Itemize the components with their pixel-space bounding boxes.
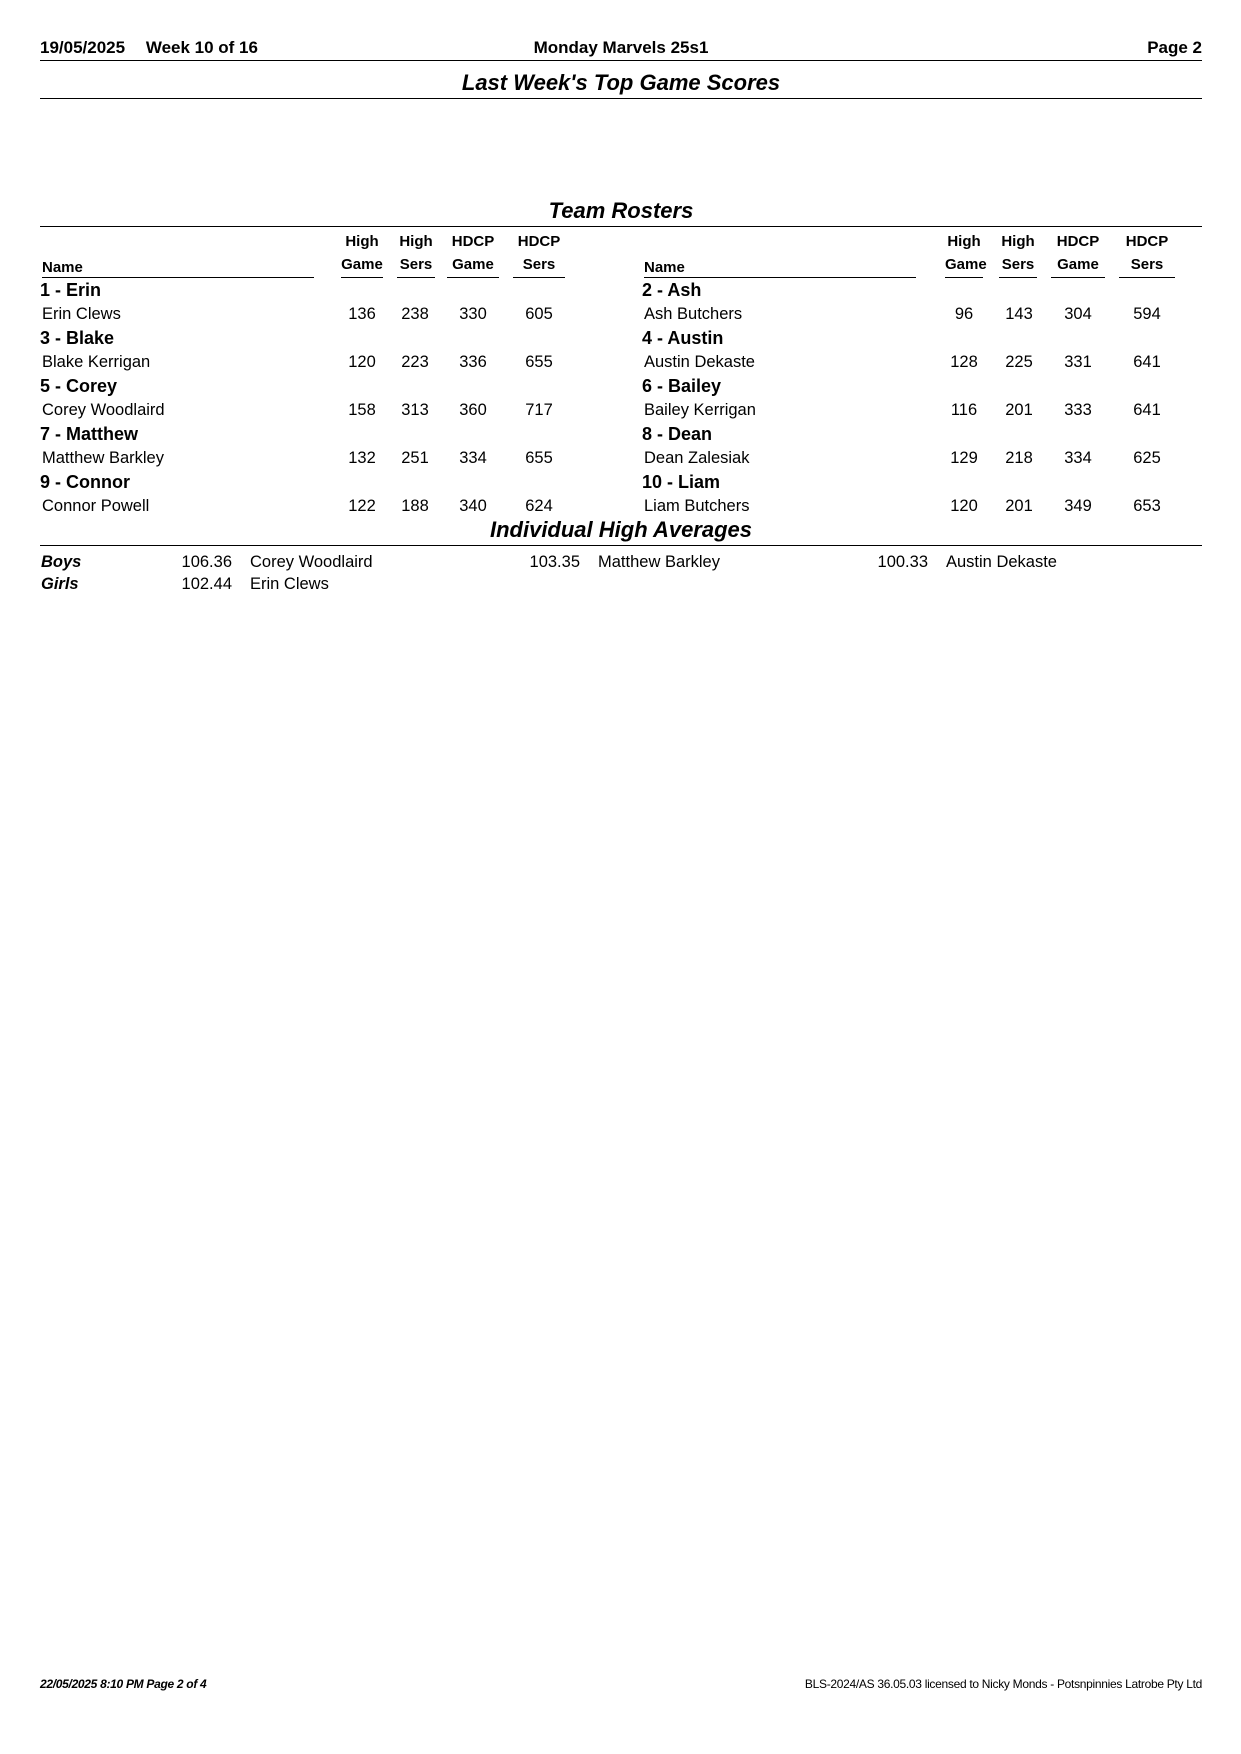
player-hdcp-sers: 641	[1133, 401, 1161, 419]
player-row	[40, 302, 620, 326]
player-hdcp-sers: 625	[1133, 449, 1161, 467]
col-hdcp-sers: HDCP Sers	[513, 230, 565, 278]
col-name: Name	[644, 259, 916, 278]
player-name: Blake Kerrigan	[42, 353, 151, 371]
average-name: Corey Woodlaird	[250, 553, 373, 571]
player-high-sers: 188	[401, 497, 429, 515]
col-hdcp-game: HDCP Game	[447, 230, 499, 278]
team-heading: 10 - Liam	[642, 472, 721, 492]
rosters-title: Team Rosters	[40, 198, 1202, 227]
col-name: Name	[42, 259, 314, 278]
roster-column-headers	[642, 232, 1222, 278]
averages-label-girls: Girls	[41, 575, 79, 593]
player-high-game: 122	[348, 497, 376, 515]
player-high-game: 120	[950, 497, 978, 515]
player-hdcp-sers: 641	[1133, 353, 1161, 371]
player-hdcp-sers: 655	[525, 353, 553, 371]
player-high-sers: 225	[1005, 353, 1033, 371]
license-notice: BLS-2024/AS 36.05.03 licensed to Nicky Monds - Potsnpinnies Latrobe Pty Ltd	[804, 1677, 1202, 1691]
col-hdcp-sers: HDCP Sers	[1119, 230, 1175, 278]
averages-label-boys: Boys	[41, 553, 82, 571]
player-high-sers: 223	[401, 353, 429, 371]
team-heading: 9 - Connor	[40, 472, 130, 492]
player-name: Ash Butchers	[644, 305, 743, 323]
averages-title: Individual High Averages	[40, 517, 1202, 546]
col-high-sers: High Sers	[397, 230, 435, 278]
player-row	[642, 302, 1222, 326]
player-hdcp-game: 360	[459, 401, 487, 419]
average-value: 106.36	[181, 553, 232, 571]
col-high-game: High Game	[341, 230, 383, 278]
player-hdcp-game: 304	[1064, 305, 1092, 323]
player-hdcp-sers: 624	[525, 497, 553, 515]
team-heading: 2 - Ash	[642, 280, 702, 300]
player-hdcp-game: 336	[459, 353, 487, 371]
report-date: 19/05/2025	[40, 38, 126, 57]
player-hdcp-game: 334	[1064, 449, 1092, 467]
player-hdcp-sers: 594	[1133, 305, 1161, 323]
player-row	[40, 446, 620, 470]
team-heading: 5 - Corey	[40, 376, 118, 396]
player-high-sers: 313	[401, 401, 429, 419]
player-name: Connor Powell	[42, 497, 150, 515]
player-hdcp-game: 334	[459, 449, 487, 467]
player-hdcp-sers: 605	[525, 305, 553, 323]
average-name: Erin Clews	[250, 575, 329, 593]
page-number: Page 2	[1147, 38, 1202, 57]
league-name: Monday Marvels 25s1	[533, 38, 709, 57]
team-heading: 7 - Matthew	[40, 424, 139, 444]
roster-body-right	[642, 279, 1222, 518]
page-header	[40, 38, 1202, 61]
player-high-game: 116	[950, 401, 978, 419]
player-hdcp-game: 333	[1064, 401, 1092, 419]
player-high-sers: 201	[1005, 497, 1033, 515]
player-high-sers: 251	[401, 449, 429, 467]
average-value: 100.33	[877, 553, 928, 571]
player-high-game: 158	[348, 401, 376, 419]
top-scores-title: Last Week's Top Game Scores	[40, 70, 1202, 99]
roster-column-right	[642, 232, 1222, 518]
print-timestamp: 22/05/2025 8:10 PM Page 2 of 4	[40, 1677, 207, 1691]
player-hdcp-game: 330	[459, 305, 487, 323]
average-name: Matthew Barkley	[598, 553, 720, 571]
player-row	[642, 350, 1222, 374]
player-high-game: 120	[348, 353, 376, 371]
average-name: Austin Dekaste	[946, 553, 1057, 571]
player-row	[642, 446, 1222, 470]
player-high-game: 96	[954, 305, 974, 323]
player-row	[40, 494, 620, 518]
col-high-game: High Game	[945, 230, 983, 278]
player-hdcp-sers: 717	[525, 401, 553, 419]
player-hdcp-game: 331	[1064, 353, 1092, 371]
player-name: Erin Clews	[42, 305, 121, 323]
average-value: 103.35	[529, 553, 580, 571]
player-high-game: 132	[348, 449, 376, 467]
roster-column-headers	[40, 232, 620, 278]
player-hdcp-game: 349	[1064, 497, 1092, 515]
player-high-sers: 201	[1005, 401, 1033, 419]
player-high-sers: 218	[1005, 449, 1033, 467]
col-high-sers: High Sers	[999, 230, 1037, 278]
player-row	[40, 350, 620, 374]
player-high-sers: 238	[401, 305, 429, 323]
player-hdcp-sers: 655	[525, 449, 553, 467]
team-heading: 6 - Bailey	[642, 376, 722, 396]
player-row	[642, 494, 1222, 518]
col-hdcp-game: HDCP Game	[1051, 230, 1105, 278]
player-high-game: 129	[950, 449, 978, 467]
week-indicator: Week 10 of 16	[145, 38, 258, 57]
team-heading: 4 - Austin	[642, 328, 724, 348]
team-heading: 1 - Erin	[40, 280, 102, 300]
player-hdcp-sers: 653	[1133, 497, 1161, 515]
player-high-sers: 143	[1005, 305, 1033, 323]
player-row	[642, 398, 1222, 422]
player-name: Austin Dekaste	[644, 353, 755, 371]
averages-row-girls	[40, 573, 1202, 595]
roster-body-left	[40, 279, 620, 518]
team-heading: 8 - Dean	[642, 424, 713, 444]
player-row	[40, 398, 620, 422]
player-name: Corey Woodlaird	[42, 401, 165, 419]
player-high-game: 136	[348, 305, 376, 323]
player-name: Matthew Barkley	[42, 449, 164, 467]
averages-row-boys	[40, 551, 1202, 573]
player-name: Liam Butchers	[644, 497, 750, 515]
roster-column-left	[40, 232, 620, 518]
player-high-game: 128	[950, 353, 978, 371]
average-value: 102.44	[181, 575, 232, 593]
player-name: Dean Zalesiak	[644, 449, 750, 467]
player-hdcp-game: 340	[459, 497, 487, 515]
team-heading: 3 - Blake	[40, 328, 115, 348]
player-name: Bailey Kerrigan	[644, 401, 756, 419]
